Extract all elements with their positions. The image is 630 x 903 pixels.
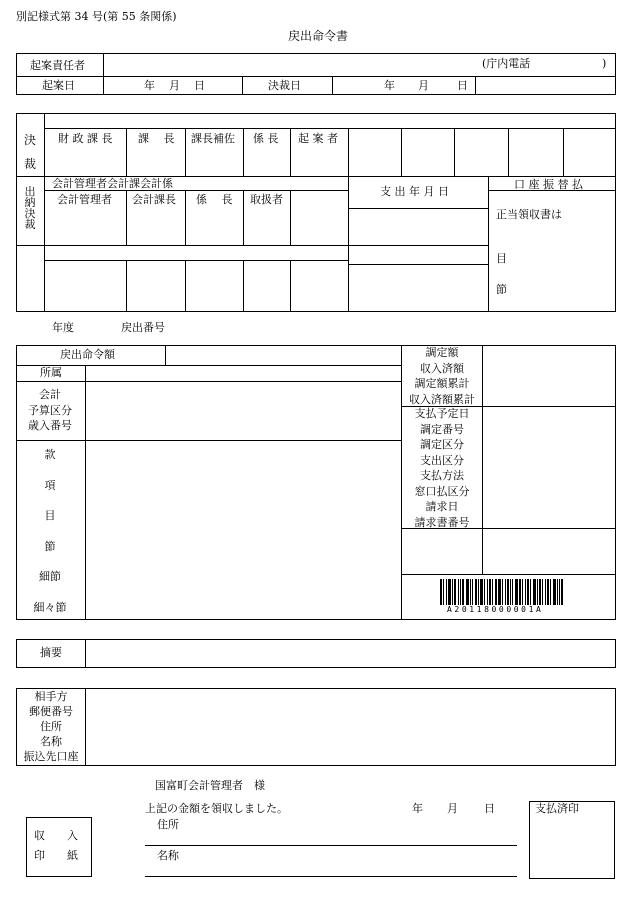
- claim-number-label: 請求書番号: [414, 515, 470, 529]
- barcode-bar: [443, 579, 444, 605]
- barcode-bar: [487, 579, 488, 605]
- barcode-bar: [533, 579, 536, 605]
- summary-section: [16, 639, 616, 668]
- setsu-label: 節: [496, 283, 507, 296]
- barcode-bar: [545, 579, 546, 605]
- form-number: 別記様式第 34 号(第 55 条関係): [16, 10, 177, 23]
- barcode-bar: [475, 579, 477, 605]
- phone-label: (庁内電話: [482, 57, 531, 70]
- summary-label: 摘要: [40, 646, 62, 659]
- approval-date-label: 決裁日: [268, 79, 301, 92]
- saisaisetsu-label: 細々節: [33, 600, 67, 614]
- counterparty-labels: [17, 689, 85, 764]
- barcode-bar: [458, 579, 459, 605]
- barcode-bar: [462, 579, 464, 605]
- drafter-label: 起案責任者: [30, 59, 85, 72]
- budget-labels: [20, 387, 80, 434]
- role-accounting-subchief: 係 長: [196, 193, 233, 206]
- draft-date-label: 起案日: [42, 79, 75, 92]
- role-handler: 取扱者: [250, 193, 283, 206]
- budget-label-category: 予算区分: [28, 403, 72, 417]
- revenue-stamp-label-1: 収 入: [34, 829, 78, 842]
- amount-label: 戻出命令額: [60, 348, 115, 361]
- assessment-category-label: 調定区分: [420, 438, 464, 451]
- counterparty-label: 相手方: [34, 690, 68, 703]
- assessment-number-label: 調定番号: [420, 422, 464, 436]
- draft-month: 月: [169, 79, 180, 92]
- role-section-chief: 課 長: [138, 132, 175, 145]
- role-assistant-chief: 課長補佐: [191, 132, 235, 145]
- revenue-stamp-label-2: 印 紙: [34, 849, 78, 862]
- receipt-year: 年: [412, 802, 423, 815]
- role-accounting-chief: 会計課長: [132, 193, 176, 206]
- role-finance-chief: 財 政 課 長: [58, 132, 113, 145]
- barcode-bar: [510, 579, 511, 605]
- receipt-name-label: 名称: [157, 849, 179, 862]
- barcode-bar: [452, 579, 453, 605]
- moku-label-main: 目: [44, 509, 56, 522]
- barcode-bar: [537, 579, 538, 605]
- assessed-labels: [402, 345, 482, 407]
- phone-close: ): [602, 57, 607, 70]
- role-subsection-chief: 係 長: [253, 132, 279, 145]
- name-label: 名称: [40, 735, 62, 748]
- fiscal-year-label: 年度: [52, 321, 74, 334]
- barcode-bar: [559, 579, 560, 605]
- barcode-bar: [561, 579, 563, 605]
- setsu-label-main: 節: [44, 539, 56, 553]
- budget-label-revenue-number: 歳入番号: [28, 419, 72, 432]
- barcode-bar: [502, 579, 503, 605]
- received-amount-label: 収入済額: [420, 361, 464, 375]
- addressee: 国富町会計管理者 様: [155, 779, 265, 792]
- address-label: 住所: [40, 720, 62, 733]
- draft-year: 年: [144, 79, 155, 92]
- receipt-day: 日: [484, 802, 495, 815]
- received-total-label: 収入済額累計: [409, 392, 475, 406]
- counterparty-section: [16, 688, 616, 766]
- barcode: [440, 579, 565, 605]
- receipt-statement: 上記の金額を領収しました。: [145, 802, 288, 815]
- barcode-bar: [530, 579, 531, 605]
- barcode-bar: [512, 579, 513, 605]
- revenue-stamp-box: [26, 817, 92, 877]
- barcode-bar: [522, 579, 523, 605]
- payment-labels: [402, 406, 482, 530]
- postal-code-label: 郵便番号: [29, 705, 73, 718]
- approval-day: 日: [457, 79, 468, 92]
- barcode-bar: [557, 579, 558, 605]
- counter-payment-label: 窓口払区分: [414, 484, 470, 498]
- receipt-label: 正当領収書は: [496, 208, 562, 221]
- barcode-bar: [460, 579, 461, 605]
- barcode-bar: [484, 579, 485, 605]
- barcode-text: A20118000001A: [447, 605, 544, 614]
- kou-label: 項: [44, 478, 56, 492]
- barcode-bar: [527, 579, 529, 605]
- paid-stamp-label: 支払済印: [535, 802, 579, 815]
- barcode-bar: [519, 579, 521, 605]
- barcode-bar: [495, 579, 497, 605]
- barcode-bar: [550, 579, 551, 605]
- barcode-bar: [492, 579, 493, 605]
- barcode-bar: [470, 579, 471, 605]
- barcode-bar: [478, 579, 479, 605]
- barcode-bar: [448, 579, 451, 605]
- payment-method-label: 支払方法: [420, 469, 464, 482]
- barcode-bar: [505, 579, 506, 605]
- barcode-bar: [446, 579, 447, 605]
- payment-due-date-label: 支払予定日: [414, 407, 470, 420]
- barcode-bar: [498, 579, 501, 605]
- transfer-label: 口 座 振 替 払: [514, 178, 583, 191]
- budget-label-account: 会計: [39, 388, 61, 401]
- barcode-bar: [507, 579, 509, 605]
- moku-label: 目: [496, 252, 507, 265]
- barcode-bar: [480, 579, 483, 605]
- barcode-bar: [547, 579, 549, 605]
- role-drafter: 起 案 者: [298, 132, 338, 145]
- role-accounting-manager: 会計管理者: [57, 193, 112, 206]
- barcode-bar: [454, 579, 456, 605]
- expenditure-category-label: 支出区分: [420, 453, 464, 467]
- affiliation-label: 所属: [40, 366, 62, 379]
- payment-date-label: 支 出 年 月 日: [380, 185, 449, 198]
- kan-labels: [20, 440, 80, 623]
- disbursement-label: 出納決裁: [24, 185, 36, 231]
- approval-year: 年: [384, 79, 395, 92]
- saisetsu-label: 細節: [39, 570, 61, 583]
- barcode-bar: [542, 579, 543, 605]
- assessed-total-label: 調定額累計: [414, 377, 470, 390]
- receipt-month: 月: [447, 802, 458, 815]
- bank-account-label: 振込先口座: [23, 750, 79, 763]
- barcode-bar: [472, 579, 473, 605]
- refund-number-label: 戻出番号: [121, 321, 165, 334]
- assessed-amount-label: 調定額: [425, 346, 459, 359]
- barcode-bar: [515, 579, 518, 605]
- barcode-bar: [466, 579, 469, 605]
- form-title: 戻出命令書: [288, 29, 349, 43]
- draft-day: 日: [194, 79, 205, 92]
- barcode-bar: [553, 579, 556, 605]
- barcode-bar: [539, 579, 541, 605]
- barcode-bar: [525, 579, 526, 605]
- decision-label: 決裁: [23, 133, 36, 171]
- barcode-bar: [489, 579, 491, 605]
- claim-date-label: 請求日: [425, 500, 459, 513]
- barcode-bar: [440, 579, 442, 605]
- approval-month: 月: [418, 79, 429, 92]
- kan-label: 款: [44, 448, 56, 461]
- receipt-address-label: 住所: [157, 818, 179, 831]
- accounting-header: 会計管理者会計課会計係: [52, 177, 173, 190]
